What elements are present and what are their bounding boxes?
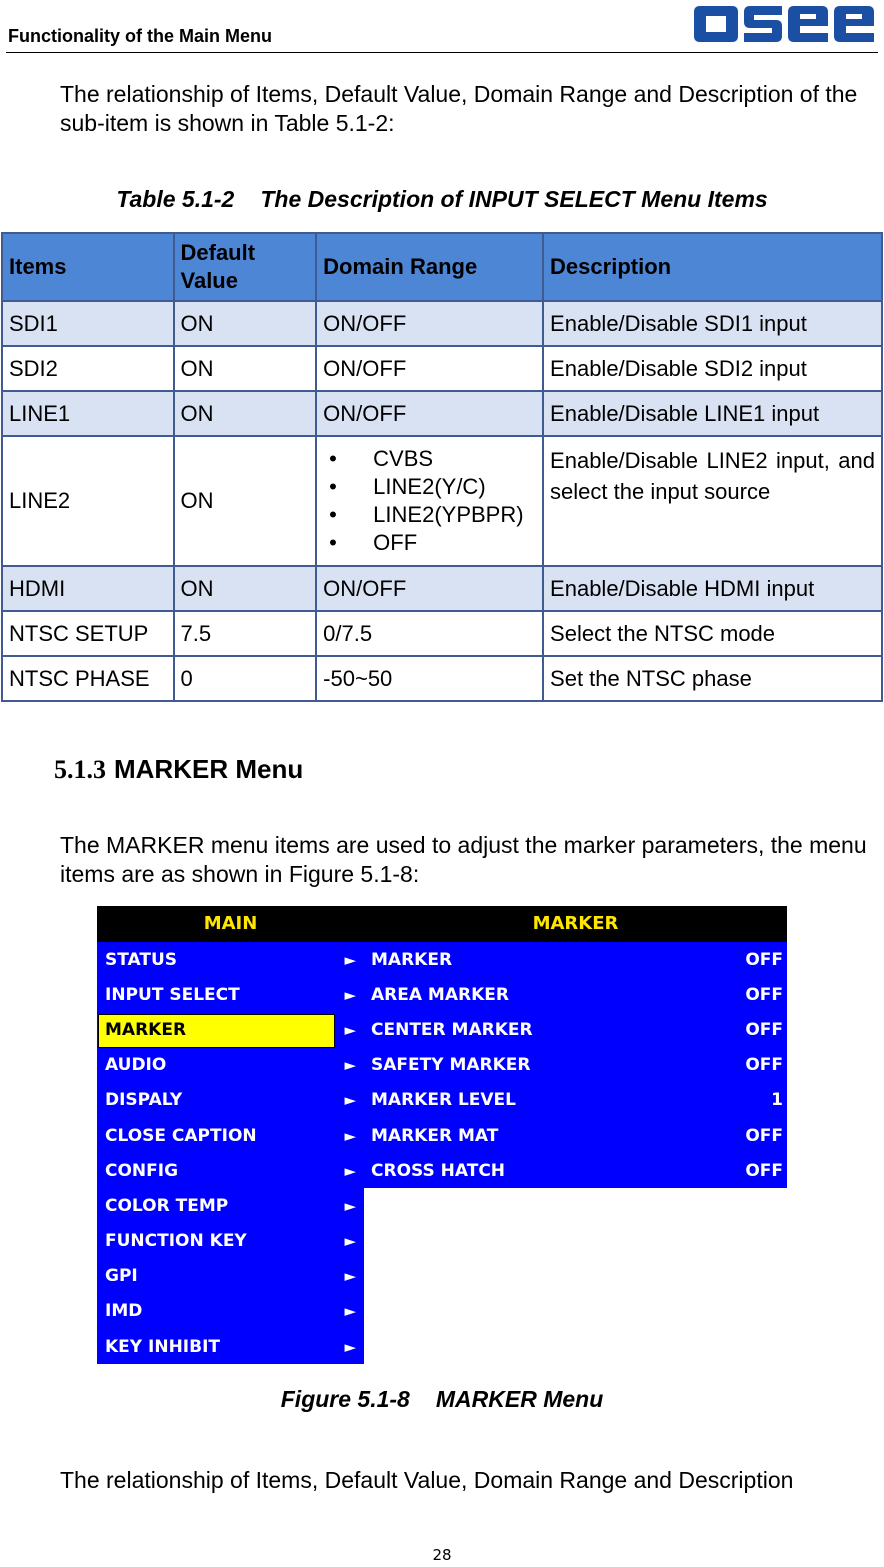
main-menu-item-label: MARKER [105,1019,187,1040]
marker-menu-item-value: OFF [745,1125,783,1146]
cell-desc: Enable/Disable LINE2 input, and select the input source [543,436,882,566]
main-menu-item[interactable] [97,1294,364,1329]
main-menu-item[interactable] [97,1329,364,1364]
table-row [2,566,882,611]
submenu-arrow-icon: ► [344,950,356,969]
cell-desc: Enable/Disable SDI2 input [543,346,882,391]
header-title: Functionality of the Main Menu [8,26,272,46]
marker-menu-item-label: MARKER LEVEL [371,1090,517,1111]
figure-caption-text: MARKER Menu [435,1386,604,1412]
main-menu-item[interactable] [97,1224,364,1259]
range-option: • CVBS [329,446,434,471]
section-paragraph: The MARKER menu items are used to adjust the marker parameters, the menu items are as shown in Figure 5.1-8: [60,832,867,887]
cell-desc: Enable/Disable HDMI input [543,566,882,611]
header-default-value: Default Value [174,233,317,301]
cell-desc: Select the NTSC mode [543,611,882,656]
table-caption-number: Table 5.1-2 [116,186,235,212]
marker-menu-item-value: OFF [745,1055,783,1076]
main-menu-list [97,942,364,1364]
submenu-arrow-icon: ► [344,1161,356,1180]
submenu-arrow-icon: ► [344,985,356,1004]
marker-menu-header: MARKER [364,906,787,942]
cell-default: 7.5 [174,611,317,656]
submenu-arrow-icon: ► [344,1267,356,1286]
header-domain-range: Domain Range [316,233,543,301]
marker-menu-item-label: AREA MARKER [371,984,509,1005]
marker-menu-item[interactable] [364,1048,787,1083]
cell-desc: Set the NTSC phase [543,656,882,701]
table-row [2,656,882,701]
marker-menu-item-label: MARKER [371,949,453,970]
cell-default: ON [174,391,317,436]
cell-range: ON/OFF [316,301,543,346]
intro-paragraph: The relationship of Items, Default Value, Domain Range and Description of the sub-item is shown in Table 5.1-2: [60,81,858,136]
main-menu-item-label: AUDIO [105,1055,167,1076]
cell-range: ON/OFF [316,346,543,391]
submenu-arrow-icon: ► [344,1196,356,1215]
marker-menu-item[interactable] [364,942,787,977]
cell-range: 0/7.5 [316,611,543,656]
range-option: • LINE2(YPBPR) [329,502,524,527]
cell-range: -50~50 [316,656,543,701]
table-caption-text: The Description of INPUT SELECT Menu Items [260,186,768,212]
cell-item: LINE1 [2,391,174,436]
submenu-arrow-icon: ► [344,1302,356,1321]
cell-item: LINE2 [2,436,174,566]
table-row [2,301,882,346]
marker-menu-item[interactable] [364,977,787,1012]
figure-caption-number: Figure 5.1-8 [280,1386,410,1412]
page-number: 28 [432,1546,452,1564]
cell-item: SDI1 [2,301,174,346]
table-caption [0,186,884,213]
header-rule [6,52,878,53]
main-menu-panel [97,906,364,1364]
osee-logo [694,2,876,46]
main-menu-item-label: DISPALY [105,1090,183,1111]
header-items: Items [2,233,174,301]
cell-item: NTSC PHASE [2,656,174,701]
marker-menu-item-value: 1 [771,1090,783,1111]
main-menu-item-label: IMD [105,1301,143,1322]
main-menu-item-label: KEY INHIBIT [105,1336,220,1357]
main-menu-item-label: GPI [105,1266,138,1287]
main-menu-header: MAIN [97,906,364,942]
main-menu-item[interactable] [97,1118,364,1153]
cell-desc: Enable/Disable SDI1 input [543,301,882,346]
marker-menu-item[interactable] [364,1012,787,1047]
marker-menu-list [364,942,787,1188]
main-menu-item[interactable] [97,1153,364,1188]
header-description: Description [543,233,882,301]
marker-menu-item-label: MARKER MAT [371,1125,499,1146]
main-menu-item-label: INPUT SELECT [105,984,240,1005]
figure-caption [0,1386,884,1413]
range-option: • LINE2(Y/C) [329,474,486,499]
cell-default: ON [174,566,317,611]
submenu-arrow-icon: ► [344,1337,356,1356]
marker-menu-item-label: CENTER MARKER [371,1019,533,1040]
marker-menu-item[interactable] [364,1153,787,1188]
marker-menu-item[interactable] [364,1118,787,1153]
table-header-row [2,233,882,301]
marker-menu-item-label: CROSS HATCH [371,1160,506,1181]
table-row [2,436,882,566]
submenu-arrow-icon: ► [344,1232,356,1251]
section-heading [54,754,303,785]
main-menu-item[interactable] [97,1048,364,1083]
marker-menu-item[interactable] [364,1083,787,1118]
cell-item: NTSC SETUP [2,611,174,656]
main-menu-item-label: STATUS [105,949,178,970]
marker-menu-item-value: OFF [745,1019,783,1040]
cell-default: ON [174,346,317,391]
main-menu-item[interactable] [97,1083,364,1118]
section-number: 5.1.3 [54,755,106,784]
main-menu-item[interactable] [97,942,364,977]
main-menu-item-label: COLOR TEMP [105,1195,229,1216]
marker-menu-item-value: OFF [745,949,783,970]
cell-default: 0 [174,656,317,701]
cell-range-options [316,436,543,566]
cell-desc: Enable/Disable LINE1 input [543,391,882,436]
main-menu-item[interactable] [97,1188,364,1223]
main-menu-item[interactable] [97,1259,364,1294]
main-menu-item-label: FUNCTION KEY [105,1231,247,1252]
closing-paragraph: The relationship of Items, Default Value, Domain Range and Description [60,1467,794,1493]
section-title: MARKER Menu [114,754,304,784]
main-menu-item[interactable] [97,977,364,1012]
main-menu-item-label: CLOSE CAPTION [105,1125,257,1146]
main-menu-item[interactable] [97,1012,364,1047]
table-row [2,346,882,391]
marker-menu-item-label: SAFETY MARKER [371,1055,531,1076]
input-select-table [1,232,883,702]
cell-item: HDMI [2,566,174,611]
submenu-arrow-icon: ► [344,1056,356,1075]
marker-menu-panel [364,906,787,1188]
submenu-arrow-icon: ► [344,1126,356,1145]
table-row [2,611,882,656]
cell-default: ON [174,436,317,566]
cell-range: ON/OFF [316,566,543,611]
main-menu-item-label: CONFIG [105,1160,179,1181]
submenu-arrow-icon: ► [344,1020,356,1039]
submenu-arrow-icon: ► [344,1091,356,1110]
range-option: • OFF [329,530,418,555]
marker-menu-item-value: OFF [745,1160,783,1181]
table-row [2,391,882,436]
cell-default: ON [174,301,317,346]
cell-range: ON/OFF [316,391,543,436]
marker-menu-item-value: OFF [745,984,783,1005]
cell-item: SDI2 [2,346,174,391]
